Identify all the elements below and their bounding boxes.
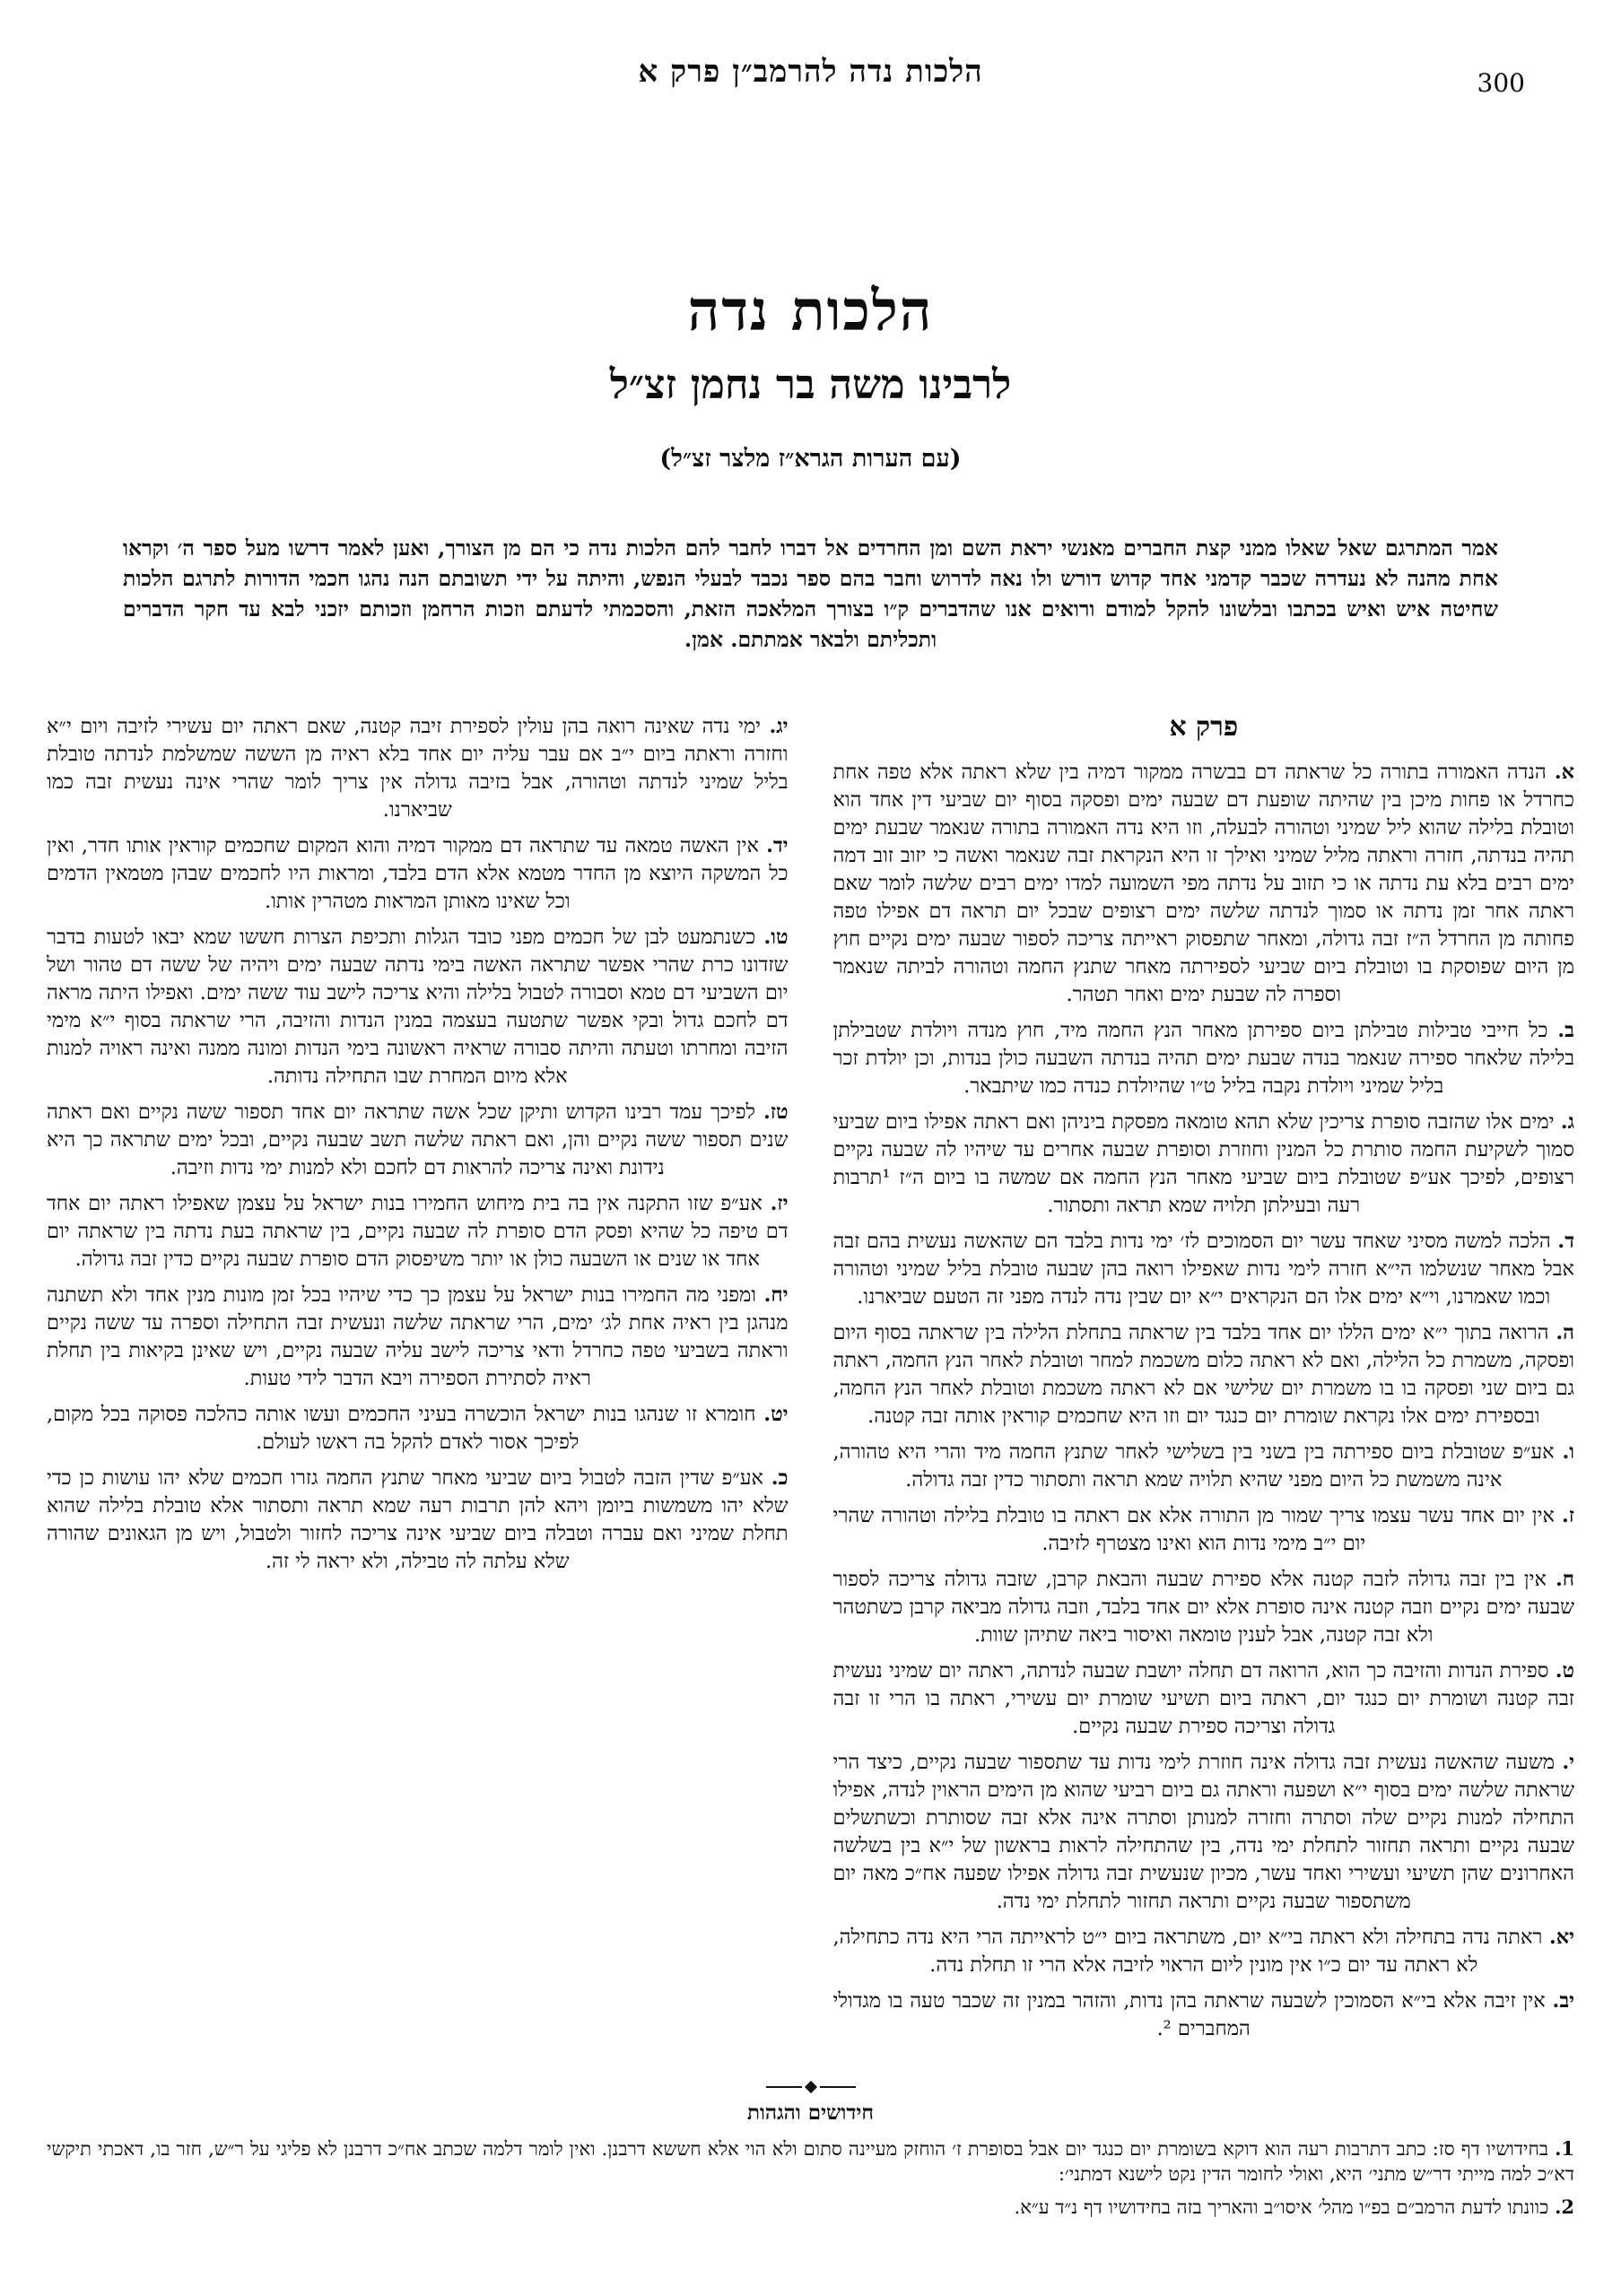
halacha-section — [47, 832, 789, 916]
halacha-number: ד. — [1557, 1230, 1574, 1253]
footnote — [47, 2195, 1574, 2220]
footnote-text: בחידושיו דף סז: כתב דתרבות רעה הוא דוקא בשומרת יום כנגד יום אבל בסופרת ז׳ הוחזק מעיינה סתום ולא הוי אלא חששא דרבנן. ואין לומר דלמה שכתב אח״כ דרבנן לא פליגי על ר״ש, חזר בו, דאכתי תיקשי דא״כ למה מייתי דר״ש מתני׳ היא, ואולי לחומר הדין נקט לישנא דמתני׳: — [47, 2138, 1574, 2185]
ornament-line-icon — [820, 2086, 856, 2088]
footnote — [47, 2136, 1574, 2187]
halacha-number: טז. — [763, 1100, 789, 1124]
halacha-section — [833, 1566, 1575, 1649]
halacha-number: יט. — [763, 1403, 789, 1426]
halacha-text: לפיכך עמד רבינו הקדוש ותיקן שכל אשה שתראה יום אחד תספור ששה נקיים ואם ראתה שנים תספור ששה נקיים והן, ואם ראתה שלשה תשב שבעה נקיים, ובכל ימים שתראה כך היא נידונת ואינה צריכה להראות דם לחכם ולא למנות ימי נדות וזיבה. — [47, 1100, 789, 1179]
book-title: הלכות נדה — [687, 278, 934, 344]
translator-preface: אמר המתרגם שאל שאלו ממני קצת החברים מאנשי יראת השם ומן החרדים אל דברו לחבר להם הלכות נדה כי הם מן הצורך, ואען לאמר דרשו מעל ספר ה׳ וקראו אחת מהנה לא נעדרה שכבר קדמני אחד קדוש דורש ולו נאה לדרוש וחבר בהם ספר נכבד לבעלי הנפש, והיתה על ידי תשובתם הנה נהגו חכמי הדורות לתרגם הלכות שחיטה איש ואיש בכתבו ובלשונו להקל למודם ורואים אנו שהדברים ק״ו בצורך המלאכה הזאת, והסכמתי לדעתם וזכות הרחמן וזכותם יזכני לבא עד חקר הדברים ותכליתם ולבאר אמתתם. אמן. — [123, 535, 1498, 652]
halacha-text: הרואה בתוך י״א ימים הללו יום אחד בלבד בין שראתה בתחלת הלילה בין שראתה בסוף היום ופסקה, משמרת כל הלילה, ואם לא ראתה כלום משכמת למחר וטובלת לאחר הנץ החמה, ראתה גם ביום שני ופסקה בו בו משמרת יום שלישי אם לא ראתה משכמת וטובלת לאחר הנץ החמה, ובספירת ימים אלו נקראת שומרת יום כנגד יום וזו היא שחכמים קוראין אותה זבה קטנה. — [832, 1321, 1574, 1428]
main-text-columns — [47, 713, 1574, 2067]
halacha-number: ה. — [1556, 1321, 1574, 1344]
halacha-number: י. — [1562, 1751, 1574, 1774]
halacha-section — [833, 1109, 1575, 1220]
halacha-number: יג. — [769, 715, 789, 738]
footnote-text: כוונתו לדעת הרמב״ם בפ״ו מהל׳ איסו״ב והאריך בזה בחידושיו דף נ״ד ע״א. — [1014, 2196, 1549, 2218]
halacha-number: יא. — [1548, 1926, 1574, 1949]
halacha-number: יז. — [770, 1192, 789, 1215]
halacha-section — [833, 1987, 1575, 2043]
page-number: 300 — [1477, 68, 1525, 98]
halacha-text: ומפני מה החמירו בנות ישראל על עצמן כך כדי שיהיו בכל זמן מונות מנין אחד ולא תשתנה מנהגן בין ראיה אחת לג׳ ימים, הרי שראתה שלשה ונעשית זבה התחילה וספרה עד ששה נקיים וראתה בשביעי טפה כחרדל ודאי צריכה לישב עליה שבעה נקיים, ויש שאינן בקיאות בין תחלת ראיה לסתירת הספירה ויבא הדבר לידי טעות. — [47, 1283, 789, 1390]
halacha-text: חומרא זו שנהגו בנות ישראל הוכשרה בעיני החכמים ועשו אותה כהלכה פסוקה בכל מקום, לפיכך אסור לאדם להקל בה ראשו לעולם. — [47, 1403, 756, 1454]
halacha-text: כל חייבי טבילות טבילתן ביום ספירתן מאחר הנץ החמה מיד, חוץ מנדה ויולדת שטבילתן בלילה שלאחר ספירה שנאמר בנדה שבעת ימים תהיה בנדתה השבעה כולן בנדות, וכן יולדת זכר בליל שמיני ויולדת נקבה בליל ט״ו שהיולדת כנדה כמו שיתבאר. — [832, 1019, 1574, 1098]
halacha-text: ימים אלו שהזבה סופרת צריכין שלא תהא טומאה מפסקת ביניהן ואם ראתה אפילו ביום שביעי סמוך לשקיעת החמה סותרת כל המנין וחוזרת וסופרת שבעה אחרים עד שיהיו לה שבעה נקיים רצופים, לפיכך אע״פ שטובלת ביום שביעי מאחר הנץ החמה אם שמשה בו ביום ה״ז ¹תרבות רעה ובעילתן תלויה שמא תראה ותסתור. — [832, 1110, 1574, 1217]
halacha-number: ט. — [1555, 1659, 1574, 1683]
halacha-section — [833, 1228, 1575, 1311]
halacha-text: אע״פ שדין הזבה לטבול ביום שביעי מאחר שתנץ החמה גזרו חכמים שלא יהו עושות כן כדי שלא יהו משמשות ביומן ויהא להן תרבות רעה שמא תראה ותסתור אלא טובלת בלילה שהוא תחלת שמיני ואם עברה וטבלה ביום שביעי אינה צריכה לחזור ולטבול, ויש מן הגאונים שהורה שלא עלתה לה טבילה, ולא יראה לי זה. — [47, 1466, 789, 1573]
halacha-number: ז. — [1561, 1504, 1574, 1527]
divider-ornament — [0, 2077, 1621, 2094]
halacha-text: אין האשה טמאה עד שתראה דם ממקור דמיה והוא המקום שחכמים קוראין אותו חדר, ואין כל המשקה היוצא מן החדר מטמא אלא הדם בלבד, ומראות היו לחכמים שבהן מטמאין הדמים וכל שאינו מאותן המראות מטהרין אותו. — [47, 834, 789, 913]
footnotes-block — [47, 2136, 1574, 2228]
halacha-number: יב. — [1552, 1989, 1574, 2013]
halacha-section — [833, 1017, 1575, 1100]
footnote-number: 1. — [1555, 2137, 1574, 2160]
notes-heading: חידושים והגהות — [746, 2100, 875, 2125]
halacha-section — [833, 1749, 1575, 1916]
running-header: הלכות נדה להרמב״ן פרק א — [638, 54, 983, 90]
edition-note: (עם הערות הגרא״ז מלצר זצ״ל) — [659, 445, 962, 473]
halacha-section — [833, 1439, 1575, 1494]
ornament-diamond-icon — [804, 2080, 816, 2092]
halacha-number: כ. — [771, 1466, 789, 1490]
halacha-number: טו. — [763, 926, 789, 949]
halacha-section — [833, 1924, 1575, 1979]
halacha-number: יח. — [763, 1283, 789, 1307]
halacha-section — [47, 924, 789, 1091]
halacha-text: ימי נדה שאינה רואה בהן עולין לספירת זיבה קטנה, שאם ראתה יום עשירי לזיבה ויום י״א וחזרה וראתה ביום י״ב אם עבר עליה יום אחד בלא ראיה מן הששה שמשלמת לנדתה טובלת בליל שמיני לנדתה וטהורה, אבל בזיבה גדולה אין צריך לומר שהרי אינה נעשית זבה כמו שביארנו. — [47, 715, 789, 822]
halacha-section — [833, 1657, 1575, 1741]
halacha-text: אע״פ שטובלת ביום ספירתה בין בשני בין בשלישי לאחר שתנץ החמה מיד והרי היא טהורה, אינה משמשת כל היום מפני שהיא תלויה שמא תראה ותסתור כדין זבה גדולה. — [832, 1440, 1555, 1492]
halacha-section — [47, 713, 789, 824]
halacha-number: ח. — [1555, 1568, 1574, 1591]
halacha-section — [833, 1502, 1575, 1558]
halacha-number: ו. — [1562, 1440, 1574, 1464]
ornament-line-icon — [766, 2086, 802, 2088]
halacha-number: ג. — [1560, 1110, 1574, 1134]
halacha-text: משעה שהאשה נעשית זבה גדולה אינה חוזרת לימי נדות עד שתספור שבעה נקיים, כיצד הרי שראתה שלשה ימים בסוף י״א ושפעה וראתה גם ביום רביעי שהוא מן הימים הראוין לנדה, אפילו התחילה למנות נקיים שלה וסתרה וחזרה למנותן וסתרה אינה אלא זבה שסותרת וכשתשלים שבעה נקיים ותראה תחזור לתחלת ימי נדה, בין שהתחילה לראות בראשון של י״א בין בשלשה האחרונים שהן תשיעי ועשירי ואחד עשר, מכיון שנעשית זבה גדולה אפילו שפעה אח״כ מאה יום משתספור שבעה נקיים ותראה תחזור לתחלת ימי נדה. — [832, 1751, 1574, 1913]
halacha-section — [833, 1319, 1575, 1431]
halacha-text: אין בין זבה גדולה לזבה קטנה אלא ספירת שבעה והבאת קרבן, שזבה גדולה צריכה לספור שבעה ימים נקיים וזבה קטנה אינה סופרת אלא יום אחד בלבד, וזבה גדולה מביאה קרבן כשתטהר ולא זבה קטנה, אבל לענין טומאה ואיסור ביאה שתיהן שוות. — [832, 1568, 1574, 1647]
halacha-text: כשנתמעט לבן של חכמים מפני כובד הגלות ותכיפת הצרות חששו שמא יבאו לטעות בדבר שזדונו כרת שהרי אפשר שתראה האשה בימי נדתה שבעה ימים ויהיה של ששה דם טהור ושל יום השביעי דם טמא וסבורה לטבול בלילה והיא צריכה לישב עוד ששה ימים. ואפילו היתה מראה דם לחכם גדול ובקי אפשר שתטעה בעצמה במנין הנדות והזיבה, הרי שראתה בסוף י״א מימי הזיבה ומחרתו וטעתה והיתה סבורה שראיה ראשונה בימי הנדות ומונה ממנה ואינה ראויה למנות אלא מיום המחרת שבו התחילה נדותה. — [47, 926, 789, 1088]
halacha-section — [47, 1401, 789, 1457]
halacha-text: אין יום אחד עשר עצמו צריך שמור מן התורה אלא אם ראתה בו טובלת בלילה וטהורה שהרי יום י״ב מימי נדות הוא ואינו מצטרף לזיבה. — [832, 1504, 1555, 1555]
halacha-text: הנדה האמורה בתורה כל שראתה דם בבשרה ממקור דמיה בין שלא ראתה אלא טפה אחת כחרדל או פחות מיכן בין שהיתה שופעת דם שבעה ימים ופסקה בסוף יום שביעי דין אחד הוא וטובלת בלילה שהוא ליל שמיני וטהורה לבעלה, וזו היא נדה האמורה בתורה שנאמר שבעת ימים תהיה בנדתה, חזרה וראתה מליל שמיני ואילך זו היא הנקראת זבה שנאמר ואשה כי יזוב זוב דמה ימים רבים בלא עת נדתה או כי תזוב על נדתה מפי השמועה למדו ימים רבים שלשה לומר שאם ראתה אחר זמן נדתה או סמוך לנדתה שלשה ימים רצופים שבכל יום תראה דם אפילו טפה פחותה מן החרדל ה״ז זבה גדולה, ומאחר שתפסוק ראייתה צריכה לספור שבעה ימים נקיים חוץ מן היום שפוסקת בו וטובלת ביום שביעי לספירתה מאחר שתנץ החמה וטהורה לביתה שנאמר וספרה לה שבעת ימים ואחר תטהר. — [832, 761, 1574, 1006]
halacha-number: ב. — [1557, 1019, 1574, 1042]
halacha-section — [47, 1190, 789, 1274]
halacha-section — [47, 1099, 789, 1182]
halacha-text: הלכה למשה מסיני שאחד עשר יום הסמוכים לז׳ ימי נדות בלבד הם שהאשה נעשית בהם זבה אבל מאחר שנשלמו הי״א חזרה לימי נדות שאפילו רואה בהן שבעה טובלת בליל שמיני וטהורה וכמו שאמרנו, וי״א ימים אלו הם הנקראים י״א יום שבין נדה לנדה מפני זה הטעם שביארנו. — [832, 1230, 1574, 1309]
halacha-text: אין זיבה אלא בי״א הסמוכין לשבעה שראתה בהן נדות, והזהר במנין זה שכבר טעה בו מגדולי המחברים ². — [832, 1989, 1546, 2040]
halacha-number: יד. — [766, 834, 789, 857]
halacha-text: ספירת הנדות והזיבה כך הוא, הרואה דם תחלה יושבת שבעה לנדתה, ראתה יום שמיני נעשית זבה קטנה ושומרת יום כנגד יום, ראתה ביום תשיעי שומרת יום עשירי, ראתה בו הרי זו זבה גדולה וצריכה ספירת שבעה נקיים. — [832, 1659, 1574, 1738]
halacha-section — [47, 1465, 789, 1576]
halacha-text: ראתה נדה בתחילה ולא ראתה בי״א יום, משתראה ביום י״ט לראייתה הרי היא נדה כתחילה, לא ראתה עד יום כ״ו אין מונין ליום הראוי לזיבה אלא הרי זו תחלת נדה. — [832, 1926, 1543, 1977]
author-line: לרבינו משה בר נחמן זצ״ל — [609, 361, 1012, 408]
chapter-heading: פרק א — [1169, 713, 1239, 743]
halacha-number: א. — [1554, 761, 1574, 784]
halacha-section — [47, 1282, 789, 1393]
footnote-number: 2. — [1555, 2196, 1574, 2218]
halacha-section — [833, 759, 1575, 1009]
halacha-text: אע״פ שזו התקנה אין בה בית מיחוש החמירו בנות ישראל על עצמן שאפילו ראתה יום אחד דם טיפה כל שהיא ופסק הדם סופרת לה שבעה נקיים, בין שראתה בעת נדתה בין שראתה יום אחד או שנים או השבעה כולן או יותר משיפסוק הדם סופרת שבעה נקיים כדין זבה גדולה. — [47, 1192, 789, 1271]
